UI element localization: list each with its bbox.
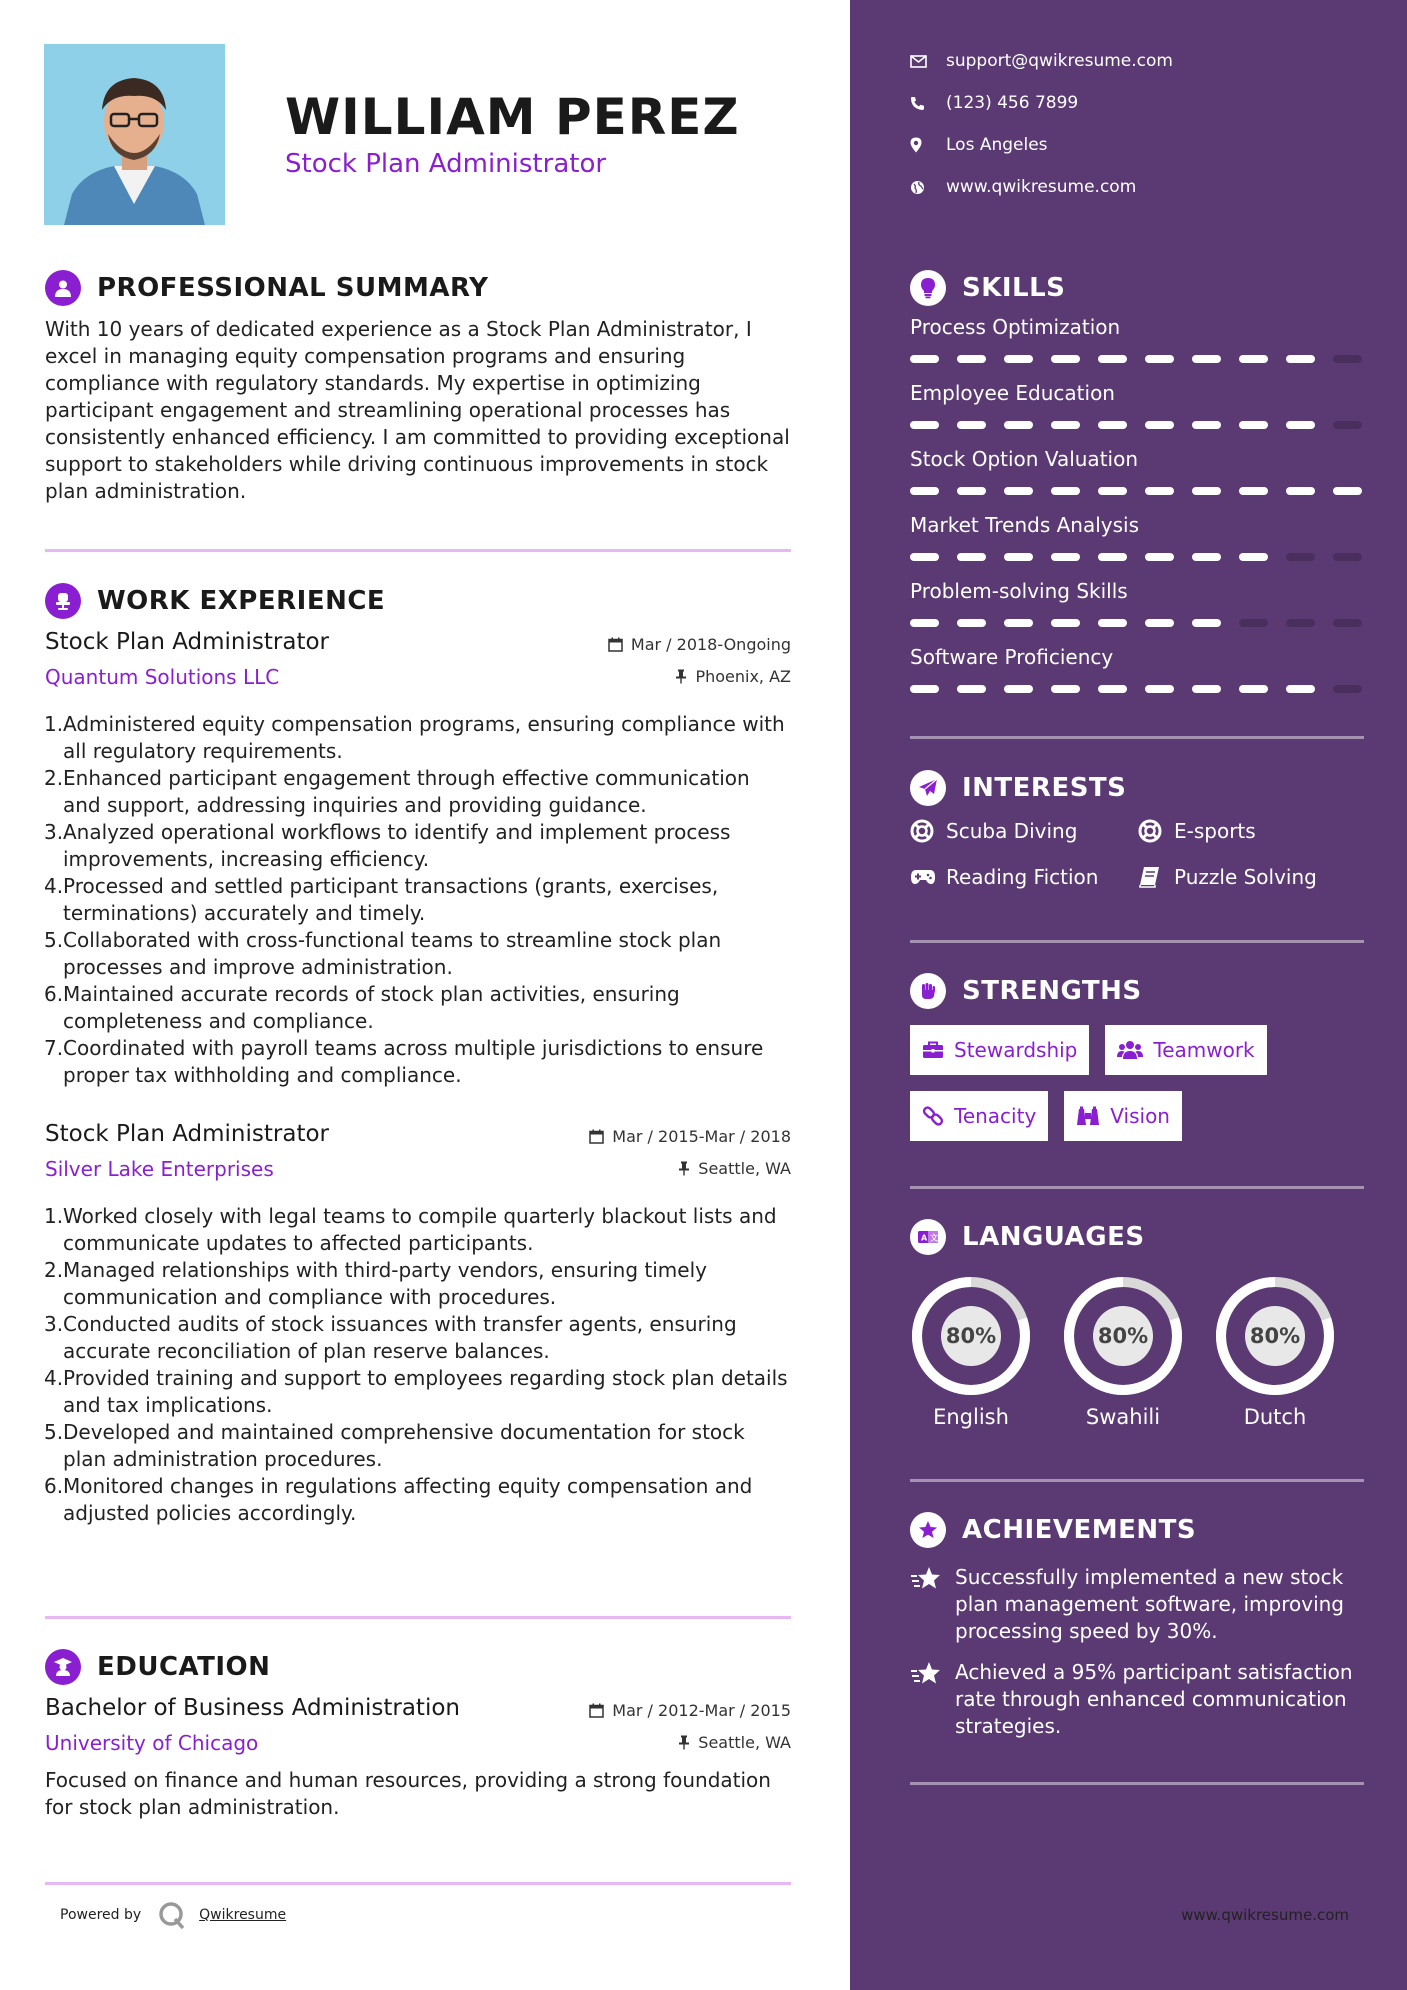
interests-list <box>910 814 1364 894</box>
language-item <box>1214 1275 1336 1429</box>
language-percent: 80% <box>945 1324 997 1348</box>
degree: Bachelor of Business Administration <box>45 1695 460 1721</box>
skill-level-segment <box>1333 685 1362 693</box>
job-entry <box>45 629 791 1089</box>
skill-level-bar <box>910 408 1364 442</box>
divider <box>45 1882 791 1885</box>
lightbulb-icon <box>910 270 946 306</box>
job-location: Seattle, WA <box>678 1159 791 1178</box>
skill-level-segment <box>910 355 939 363</box>
footer-site[interactable]: www.qwikresume.com <box>1181 1906 1349 1924</box>
achievements-section <box>910 1510 1364 1740</box>
skill-level-segment <box>910 421 939 429</box>
skill-level-segment <box>1286 685 1315 693</box>
skill-level-segment <box>1145 619 1174 627</box>
skill-name: Employee Education <box>910 381 1115 405</box>
envelope-icon <box>910 55 946 68</box>
contact-list <box>910 40 1173 208</box>
skill-name: Market Trends Analysis <box>910 513 1140 537</box>
skill-level-segment <box>1192 421 1221 429</box>
skill-level-segment <box>957 487 986 495</box>
list-item: 4. Processed and settled participant transactions (grants, exercises, terminations) accurately and timely. <box>44 874 719 925</box>
language-name: Swahili <box>1085 1405 1161 1429</box>
skill-level-segment <box>910 553 939 561</box>
skill-level-segment <box>1004 685 1033 693</box>
skill-level-segment <box>1239 619 1268 627</box>
skill-level-segment <box>1192 487 1221 495</box>
sidebar <box>850 0 1407 1990</box>
phone-icon <box>910 96 946 111</box>
language-percent: 80% <box>1249 1324 1301 1348</box>
list-item: 2. Managed relationships with third-party vendors, ensuring timely communication and compliance with procedures. <box>44 1258 707 1309</box>
skill-item <box>910 312 1364 376</box>
list-item: 5. Developed and maintained comprehensive documentation for stock plan administration procedures. <box>44 1420 745 1471</box>
skill-level-segment <box>1098 355 1127 363</box>
divider <box>910 940 1364 943</box>
skill-level-segment <box>1286 619 1315 627</box>
education-heading: EDUCATION <box>45 1647 791 1687</box>
skill-level-segment <box>1192 553 1221 561</box>
star-icon <box>910 1659 955 1740</box>
divider <box>45 549 791 552</box>
job-role: Stock Plan Administrator <box>45 629 329 655</box>
fist-icon <box>910 973 946 1009</box>
lifebuoy-icon <box>1138 819 1174 843</box>
skill-level-segment <box>1051 487 1080 495</box>
footer-powered-by: Powered by Qwikresume <box>60 1900 286 1930</box>
job-date: Mar / 2018-Ongoing <box>608 635 791 654</box>
skill-name: Problem-solving Skills <box>910 579 1128 603</box>
skill-level-segment <box>957 553 986 561</box>
achievement-item: Achieved a 95% participant satisfaction rate through enhanced communication strategies. <box>910 1659 1364 1740</box>
strength-badge: Stewardship <box>910 1025 1089 1075</box>
interest-item: Reading Fiction <box>910 860 1138 894</box>
education-text: Focused on finance and human resources, providing a strong foundation for stock plan administration. <box>45 1768 771 1819</box>
education-section <box>45 1647 791 1821</box>
skill-level-segment <box>1004 355 1033 363</box>
skill-name: Stock Option Valuation <box>910 447 1138 471</box>
skill-level-segment <box>1098 685 1127 693</box>
skills-heading: SKILLS <box>910 268 1364 308</box>
job-location: Phoenix, AZ <box>675 667 791 686</box>
candidate-title: Stock Plan Administrator <box>285 149 607 179</box>
divider <box>45 1616 791 1619</box>
divider <box>910 1186 1364 1189</box>
education-location: Seattle, WA <box>678 1733 791 1752</box>
skill-level-segment <box>1333 421 1362 429</box>
skill-name: Software Proficiency <box>910 645 1114 669</box>
language-percent: 80% <box>1097 1324 1149 1348</box>
language-name: Dutch <box>1243 1405 1307 1429</box>
skill-level-segment <box>1051 619 1080 627</box>
qwikresume-link[interactable]: Qwikresume <box>199 1907 287 1923</box>
skill-level-segment <box>957 619 986 627</box>
skill-level-segment <box>1239 355 1268 363</box>
job-role: Stock Plan Administrator <box>45 1121 329 1147</box>
list-item: 6. Maintained accurate records of stock plan activities, ensuring completeness and compliance. <box>44 982 680 1033</box>
skill-item <box>910 576 1364 640</box>
languages-heading: A 文 LANGUAGES <box>910 1217 1364 1257</box>
language-ring <box>1214 1275 1336 1397</box>
contact-location: Los Angeles <box>910 124 1173 166</box>
list-item: 1. Worked closely with legal teams to compile quarterly blackout lists and communicate updates to affected participants. <box>44 1204 777 1255</box>
calendar-icon <box>608 637 623 652</box>
interest-item: Scuba Diving <box>910 814 1138 848</box>
summary-heading: PROFESSIONAL SUMMARY <box>45 268 791 308</box>
graduate-icon <box>45 1649 81 1685</box>
person-photo-illustration <box>44 44 225 225</box>
summary-section <box>45 268 791 505</box>
calendar-icon <box>589 1129 604 1144</box>
language-item <box>910 1275 1032 1429</box>
strengths-heading: STRENGTHS <box>910 971 1364 1011</box>
lifebuoy-icon <box>910 819 946 843</box>
skill-name: Process Optimization <box>910 315 1121 339</box>
strengths-list <box>910 1025 1364 1141</box>
interest-item: Puzzle Solving <box>1138 860 1364 894</box>
skill-level-bar <box>910 342 1364 376</box>
list-item: 3. Analyzed operational workflows to identify and implement process improvements, increasing efficiency. <box>44 820 731 871</box>
skills-section <box>910 268 1364 706</box>
chair-icon <box>45 583 81 619</box>
book-icon <box>1138 866 1174 888</box>
summary-text: With 10 years of dedicated experience as a Stock Plan Administrator, I excel in managing equity compensation programs and ensuring compliance with regulatory standards. My expertise in optimizing participant engagement and streamlining operational processes has consistently enhanced efficiency. I am committed to providing exceptional support to stakeholders while driving continuous improvements in stock plan administration. <box>45 317 790 503</box>
education-date: Mar / 2012-Mar / 2015 <box>589 1701 791 1720</box>
skill-level-segment <box>957 685 986 693</box>
language-ring <box>1062 1275 1184 1397</box>
svg-text:A: A <box>921 1233 928 1243</box>
skill-level-segment <box>1286 487 1315 495</box>
list-item: 2. Enhanced participant engagement through effective communication and support, addressing inquiries and providing guidance. <box>44 766 750 817</box>
map-marker-icon <box>910 137 946 153</box>
users-icon <box>1117 1040 1143 1060</box>
skill-level-segment <box>1333 619 1362 627</box>
skill-level-segment <box>1239 487 1268 495</box>
skill-level-segment <box>1333 553 1362 561</box>
paper-plane-icon <box>910 770 946 806</box>
job-date: Mar / 2015-Mar / 2018 <box>589 1127 791 1146</box>
skill-level-segment <box>1004 487 1033 495</box>
profile-photo <box>44 44 225 225</box>
languages-list <box>910 1275 1364 1429</box>
skill-level-segment <box>1145 685 1174 693</box>
skill-level-segment <box>1145 355 1174 363</box>
candidate-name: WILLIAM PEREZ <box>285 88 740 146</box>
star-icon <box>910 1564 955 1645</box>
skill-level-segment <box>1098 553 1127 561</box>
skill-level-segment <box>1098 619 1127 627</box>
pin-icon <box>678 1161 690 1176</box>
divider <box>910 736 1364 739</box>
language-icon <box>910 1219 946 1255</box>
achievements-heading: ACHIEVEMENTS <box>910 1510 1364 1550</box>
gamepad-icon <box>910 868 946 886</box>
skill-level-segment <box>1051 355 1080 363</box>
job-company: Quantum Solutions LLC <box>45 665 280 689</box>
contact-email[interactable]: support@qwikresume.com <box>910 40 1173 82</box>
languages-section <box>910 1217 1364 1429</box>
divider <box>910 1782 1364 1785</box>
skill-level-segment <box>1098 421 1127 429</box>
skill-level-segment <box>1004 553 1033 561</box>
strength-badge: Teamwork <box>1105 1025 1266 1075</box>
skill-level-segment <box>1098 487 1127 495</box>
skill-item <box>910 444 1364 508</box>
user-icon <box>45 270 81 306</box>
briefcase-icon <box>922 1041 944 1059</box>
interest-item: E-sports <box>1138 814 1364 848</box>
skill-level-segment <box>1192 355 1221 363</box>
skill-level-segment <box>1286 553 1315 561</box>
svg-text:文: 文 <box>930 1233 938 1243</box>
list-item: 4. Provided training and support to employees regarding stock plan details and tax implications. <box>44 1366 788 1417</box>
skill-level-segment <box>1145 421 1174 429</box>
language-ring <box>910 1275 1032 1397</box>
globe-icon <box>910 180 946 195</box>
language-name: English <box>933 1405 1009 1429</box>
experience-section <box>45 581 791 1527</box>
job-entry <box>45 1121 791 1527</box>
skill-item <box>910 378 1364 442</box>
skill-level-bar <box>910 474 1364 508</box>
pin-icon <box>675 669 687 684</box>
achievement-item: Successfully implemented a new stock plan management software, improving processing speed by 30%. <box>910 1564 1364 1645</box>
link-icon <box>922 1105 944 1127</box>
skill-level-segment <box>1004 421 1033 429</box>
skill-level-bar <box>910 672 1364 706</box>
binoculars-icon <box>1076 1106 1100 1126</box>
skill-level-segment <box>910 685 939 693</box>
divider <box>910 1479 1364 1482</box>
skills-list <box>910 312 1364 706</box>
skill-level-segment <box>1145 553 1174 561</box>
skill-level-bar <box>910 540 1364 574</box>
education-entry <box>45 1695 791 1821</box>
contact-website[interactable]: www.qwikresume.com <box>910 166 1173 208</box>
skill-level-segment <box>1004 619 1033 627</box>
skill-level-segment <box>910 487 939 495</box>
skill-item <box>910 510 1364 574</box>
contact-phone[interactable]: (123) 456 7899 <box>910 82 1173 124</box>
skill-level-segment <box>1286 421 1315 429</box>
skill-level-segment <box>957 355 986 363</box>
skill-level-bar <box>910 606 1364 640</box>
star-badge-icon <box>910 1512 946 1548</box>
skill-level-segment <box>1239 421 1268 429</box>
skill-level-segment <box>1286 355 1315 363</box>
interests-heading: INTERESTS <box>910 768 1364 808</box>
strengths-section <box>910 971 1364 1141</box>
list-item: 6. Monitored changes in regulations affecting equity compensation and adjusted policies accordingly. <box>44 1474 753 1525</box>
duties-list <box>45 1203 791 1527</box>
skill-level-segment <box>1051 421 1080 429</box>
list-item: 7. Coordinated with payroll teams across multiple jurisdictions to ensure proper tax withholding and compliance. <box>44 1036 764 1087</box>
strength-badge: Vision <box>1064 1091 1182 1141</box>
language-item <box>1062 1275 1184 1429</box>
interests-section <box>910 768 1364 894</box>
qwikresume-logo-icon <box>157 1900 187 1930</box>
list-item: 3. Conducted audits of stock issuances with transfer agents, ensuring accurate reconciliation of plan reserve balances. <box>44 1312 737 1363</box>
skill-level-segment <box>1145 487 1174 495</box>
strength-badge: Tenacity <box>910 1091 1048 1141</box>
school: University of Chicago <box>45 1731 259 1755</box>
skill-item <box>910 642 1364 706</box>
duties-list <box>45 711 791 1089</box>
calendar-icon <box>589 1703 604 1718</box>
skill-level-segment <box>957 421 986 429</box>
skill-level-segment <box>1333 355 1362 363</box>
skill-level-segment <box>1192 685 1221 693</box>
pin-icon <box>678 1735 690 1750</box>
skill-level-segment <box>1192 619 1221 627</box>
experience-heading: WORK EXPERIENCE <box>45 581 791 621</box>
skill-level-segment <box>1051 553 1080 561</box>
job-company: Silver Lake Enterprises <box>45 1157 274 1181</box>
skill-level-segment <box>1051 685 1080 693</box>
skill-level-segment <box>1239 685 1268 693</box>
list-item: 5. Collaborated with cross-functional teams to streamline stock plan processes and improve administration. <box>44 928 722 979</box>
skill-level-segment <box>1333 487 1362 495</box>
list-item: 1. Administered equity compensation programs, ensuring compliance with all regulatory requirements. <box>44 712 785 763</box>
skill-level-segment <box>1239 553 1268 561</box>
skill-level-segment <box>910 619 939 627</box>
